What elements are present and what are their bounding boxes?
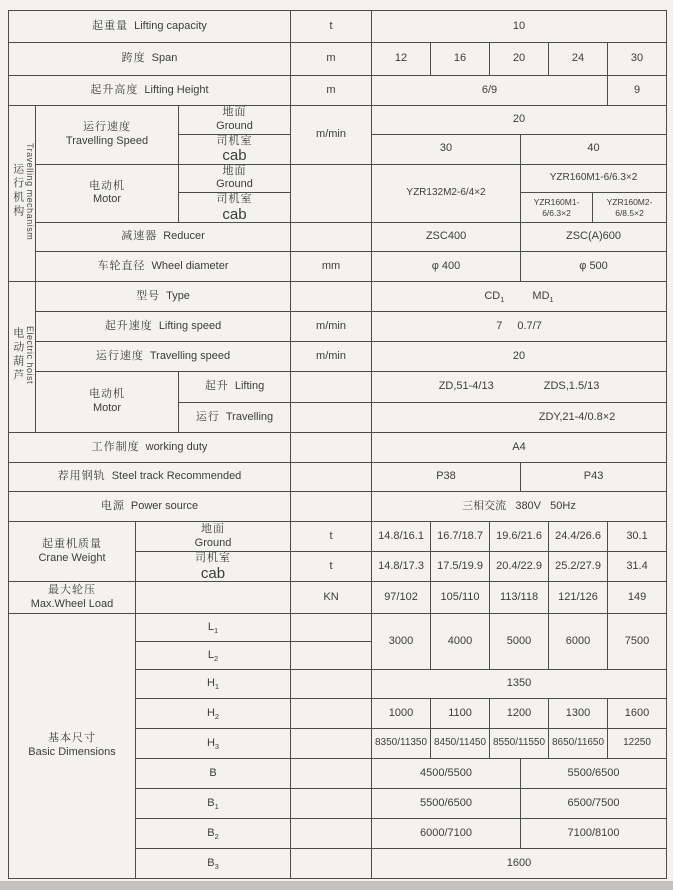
hoist-type-unit-empty [291,282,372,312]
mech-motor-value-right: YZR160M1-6/6.3×2 [521,164,667,193]
basic-dimensions-label-en: Basic Dimensions [28,746,116,758]
wheel-diameter-label-zh: 车轮直径 [97,259,146,272]
max-wheel-load-label [9,582,136,614]
dim-h1-sublabel: $H_1$ [136,670,291,699]
travelling-mechanism-vertical-label [9,143,35,240]
power-source-label-en: Power source [130,499,199,512]
dim-h2-24: 1300 [549,699,608,729]
dim-l-20: 5000 [490,614,549,670]
lifting-capacity-value: 10 [372,11,667,43]
max-wheel-load-16: 105/110 [431,582,490,614]
steel-track-unit-empty [291,463,372,492]
reducer-value-right: ZSC(A)600 [521,223,667,252]
travelling-mechanism-en: Travelling mechanism [25,142,35,240]
working-duty-unit-empty [291,433,372,463]
hoist-motor-lifting-value [372,372,667,403]
hoist-travel-speed-label-en: Travelling speed [149,349,231,362]
span-value-24: 24 [549,43,608,76]
mech-motor-unit-empty [291,164,372,223]
steel-track-label-zh: 荐用钢轨 [57,470,106,483]
mech-motor-label [36,164,179,223]
dim-b-value-right: 5500/6500 [521,759,667,789]
dim-b3-value: 1600 [372,849,667,879]
ground-en: Ground [216,178,253,191]
lifting-capacity-label-en: Lifting capacity [134,19,207,32]
dim-b3-sublabel: $B_3$ [136,849,291,879]
hoist-motor-travelling-unit-empty [291,403,372,433]
hoist-lifting-speed-value-a: 7 [496,319,503,332]
dim-l-12: 3000 [372,614,431,670]
row-lifting-capacity [9,11,667,43]
span-label-zh: 跨度 [121,52,146,65]
dim-h3-unit-empty [291,729,372,759]
hoist-motor-lifting-unit-empty [291,372,372,403]
row-max-wheel-load [9,582,667,614]
mech-motor-label-en: Motor [92,193,122,206]
max-wheel-load-20: 113/118 [490,582,549,614]
hoist-motor-travelling-en: Travelling [225,410,274,423]
span-value-16: 16 [431,43,490,76]
mech-motor-cab-sublabel [179,193,291,223]
travel-speed-cab-sublabel [179,134,291,164]
max-wheel-load-label-en: Max.Wheel Load [30,597,114,610]
row-crane-weight-ground [9,522,667,552]
hoist-type-value-b: $MD_1$ [532,289,554,304]
dim-b2-value-left: 6000/7100 [372,819,521,849]
dim-h3-12: 8350/11350 [372,729,431,759]
crane-weight-ground-30: 30.1 [608,522,667,552]
travel-speed-ground-sublabel [179,106,291,135]
electric-hoist-en: Electric hoist [25,325,35,384]
hoist-motor-lifting-en: Lifting [234,380,265,393]
crane-weight-cab-sublabel [136,552,291,582]
cab-en: cab [222,147,247,164]
dim-h2-sublabel: $H_2$ [136,699,291,729]
dim-h1-unit-empty [291,670,372,699]
lifting-height-value-30: 9 [608,76,667,106]
lifting-height-label [9,76,291,106]
crane-weight-label-en: Crane Weight [38,551,106,564]
crane-weight-cab-30: 31.4 [608,552,667,582]
dim-l-30: 7500 [608,614,667,670]
crane-weight-ground-20: 19.6/21.6 [490,522,549,552]
dim-l2-sublabel: $L_2$ [136,642,291,670]
steel-track-label-en: Steel track Recommended [111,470,242,483]
power-source-label-zh: 电源 [100,499,125,512]
hoist-motor-lifting-value-a: ZD,51-4/13 [438,380,494,393]
crane-weight-cab-unit: t [291,552,372,582]
dim-l-16: 4000 [431,614,490,670]
hoist-travel-speed-unit: m/min [291,342,372,372]
cab-en: cab [200,564,226,582]
power-source-unit-empty [291,492,372,522]
section-electric-hoist [9,282,36,433]
crane-weight-ground-12: 14.8/16.1 [372,522,431,552]
hoist-type-label-zh: 型号 [136,289,161,302]
row-hoist-travel-speed [9,342,667,372]
hoist-motor-travelling-sublabel [179,403,291,433]
dim-h3-24: 8650/11650 [549,729,608,759]
mech-motor-cab-value-left: YZR160M1-6/6.3×2 [521,193,593,223]
hoist-lifting-speed-label-en: Lifting speed [158,319,222,332]
mech-motor-ground-sublabel [179,164,291,193]
crane-weight-cab-24: 25.2/27.9 [549,552,608,582]
dim-l1-sublabel: $L_1$ [136,614,291,642]
span-value-30: 30 [608,43,667,76]
hoist-type-value-a: $CD_1$ [484,289,505,304]
span-label [9,43,291,76]
electric-hoist-zh: 电动葫芦 [11,326,24,383]
travel-speed-ground-value: 20 [372,106,667,135]
row-mech-motor-ground [9,164,667,193]
ground-en: Ground [216,119,253,132]
hoist-type-label-en: Type [166,289,190,302]
crane-weight-label-zh: 起重机质量 [42,537,102,550]
crane-weight-cab-12: 14.8/17.3 [372,552,431,582]
lifting-height-value: 6/9 [372,76,608,106]
hoist-lifting-speed-label-zh: 起升速度 [104,319,153,332]
hoist-motor-label-zh: 电动机 [89,388,125,401]
dim-b2-unit-empty [291,819,372,849]
lifting-capacity-unit: t [291,11,372,43]
row-working-duty [9,433,667,463]
ground-en: Ground [194,536,232,549]
reducer-unit-empty [291,223,372,252]
steel-track-value-right: P43 [521,463,667,492]
crane-weight-label [9,522,136,582]
row-travel-speed-ground [9,106,667,135]
max-wheel-load-sublabel-empty [136,582,291,614]
hoist-lifting-speed-value-b: 0.7/7 [517,319,542,332]
dim-h1-value: 1350 [372,670,667,699]
span-value-12: 12 [372,43,431,76]
travel-speed-unit: m/min [291,106,372,165]
cab-zh: 司机室 [216,134,253,147]
row-reducer [9,223,667,252]
cab-zh: 司机室 [195,552,231,565]
travel-speed-label [36,106,179,165]
ground-zh: 地面 [222,106,247,118]
working-duty-value: A4 [372,433,667,463]
hoist-travel-speed-label [36,342,291,372]
dim-h2-20: 1200 [490,699,549,729]
dim-h3-16: 8450/11450 [431,729,490,759]
hoist-travel-speed-label-zh: 运行速度 [95,349,144,362]
basic-dimensions-label-zh: 基本尺寸 [48,732,96,745]
power-source-value: 三相交流 380V 50Hz [372,492,667,522]
travelling-mechanism-zh: 运行机构 [11,163,24,220]
crane-weight-ground-unit: t [291,522,372,552]
row-steel-track [9,463,667,492]
crane-weight-ground-24: 24.4/26.6 [549,522,608,552]
hoist-lifting-speed-label [36,312,291,342]
reducer-value-left: ZSC400 [372,223,521,252]
travel-speed-cab-value-left: 30 [372,134,521,164]
row-dim-l1 [9,614,667,642]
row-hoist-lifting-speed [9,312,667,342]
crane-weight-cab-20: 20.4/22.9 [490,552,549,582]
crane-weight-ground-16: 16.7/18.7 [431,522,490,552]
span-label-en: Span [151,52,178,65]
cab-zh: 司机室 [216,193,253,206]
dim-l-24: 6000 [549,614,608,670]
scan-edge-band [0,881,673,890]
wheel-diameter-value-right: φ 500 [521,252,667,282]
dim-b3-unit-empty [291,849,372,879]
lifting-height-label-en: Lifting Height [144,83,209,96]
row-hoist-type [9,282,667,312]
travel-speed-label-en: Travelling Speed [65,134,149,147]
power-source-label [9,492,291,522]
dim-h2-12: 1000 [372,699,431,729]
electric-hoist-vertical-label [9,326,35,384]
reducer-label-zh: 减速器 [121,230,158,243]
mech-motor-cab-value-right: YZR160M2-6/8.5×2 [593,193,667,223]
cab-en: cab [222,205,247,223]
wheel-diameter-label [36,252,291,282]
hoist-type-value [372,282,667,312]
wheel-diameter-label-en: Wheel diameter [151,259,229,272]
max-wheel-load-label-zh: 最大轮压 [48,583,96,596]
hoist-motor-label [36,372,179,433]
lifting-height-unit: m [291,76,372,106]
mech-motor-value-left: YZR132M2-6/4×2 [372,164,521,223]
hoist-motor-lifting-sublabel [179,372,291,403]
dim-h3-20: 8550/11550 [490,729,549,759]
row-hoist-motor-lifting [9,372,667,403]
crane-specification-table [8,10,667,879]
section-travelling-mechanism [9,106,36,282]
row-wheel-diameter [9,252,667,282]
ground-zh: 地面 [222,164,247,177]
crane-weight-ground-sublabel [136,522,291,552]
dim-h2-unit-empty [291,699,372,729]
lifting-capacity-label [9,11,291,43]
row-lifting-height [9,76,667,106]
steel-track-value-left: P38 [372,463,521,492]
dim-b1-sublabel: $B_1$ [136,789,291,819]
max-wheel-load-24: 121/126 [549,582,608,614]
max-wheel-load-30: 149 [608,582,667,614]
dim-l1-unit-empty [291,614,372,642]
dim-b1-value-left: 5500/6500 [372,789,521,819]
working-duty-label-en: working duty [145,440,208,453]
max-wheel-load-unit: KN [291,582,372,614]
dim-h3-sublabel: $H_3$ [136,729,291,759]
steel-track-label [9,463,291,492]
wheel-diameter-unit: mm [291,252,372,282]
dim-b-sublabel: B [136,759,291,789]
span-unit: m [291,43,372,76]
hoist-lifting-speed-unit: m/min [291,312,372,342]
basic-dimensions-label [9,614,136,879]
dim-b-unit-empty [291,759,372,789]
hoist-lifting-speed-value [372,312,667,342]
hoist-motor-lifting-zh: 起升 [204,380,229,393]
crane-weight-cab-16: 17.5/19.9 [431,552,490,582]
row-span [9,43,667,76]
ground-zh: 地面 [201,522,225,535]
hoist-motor-travelling-zh: 运行 [195,410,220,423]
lifting-capacity-label-zh: 起重量 [92,19,129,32]
dim-b1-value-right: 6500/7500 [521,789,667,819]
wheel-diameter-value-left: φ 400 [372,252,521,282]
dim-b1-unit-empty [291,789,372,819]
hoist-travel-speed-value: 20 [372,342,667,372]
hoist-type-label [36,282,291,312]
dim-h2-30: 1600 [608,699,667,729]
dim-l2-unit-empty [291,642,372,670]
hoist-motor-travelling-value: ZDY,21-4/0.8×2 [372,403,667,433]
dim-b2-value-right: 7100/8100 [521,819,667,849]
dim-b-value-left: 4500/5500 [372,759,521,789]
dim-h3-30: 12250 [608,729,667,759]
dim-b2-sublabel: $B_2$ [136,819,291,849]
travel-speed-cab-value-right: 40 [521,134,667,164]
hoist-motor-label-en: Motor [92,402,122,414]
travel-speed-label-zh: 运行速度 [83,121,131,133]
reducer-label-en: Reducer [163,230,205,243]
row-power-source [9,492,667,522]
lifting-height-label-zh: 起升高度 [90,83,139,96]
working-duty-label [9,433,291,463]
working-duty-label-zh: 工作制度 [91,440,140,453]
span-value-20: 20 [490,43,549,76]
max-wheel-load-12: 97/102 [372,582,431,614]
mech-motor-label-zh: 电动机 [89,179,125,192]
reducer-label [36,223,291,252]
dim-h2-16: 1100 [431,699,490,729]
hoist-motor-lifting-value-b: ZDS,1.5/13 [543,380,600,393]
